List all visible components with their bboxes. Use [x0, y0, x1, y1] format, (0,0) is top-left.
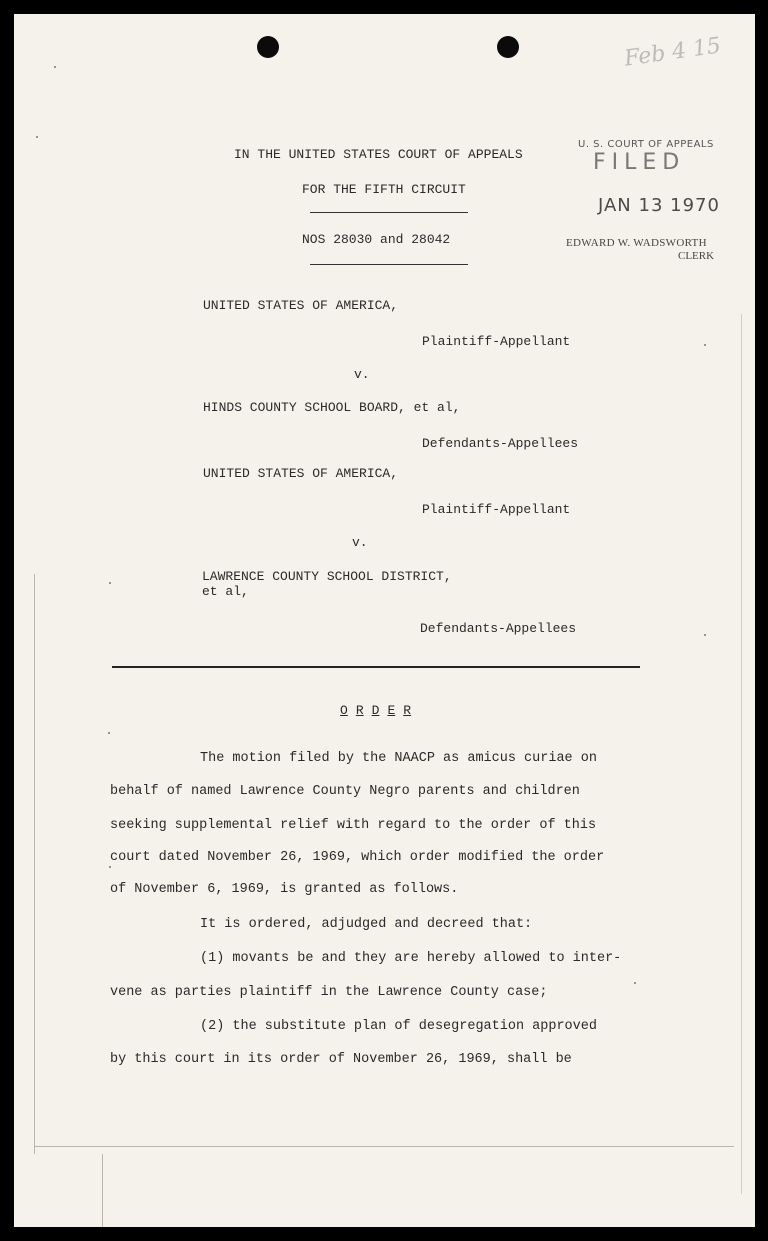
bottom-fold-line [34, 1146, 734, 1147]
stamp-date: JAN 13 1970 [598, 195, 720, 216]
speck [108, 732, 110, 734]
caption-party-2: HINDS COUNTY SCHOOL BOARD, et al, [203, 400, 461, 415]
court-heading: IN THE UNITED STATES COURT OF APPEALS [234, 147, 523, 162]
order-body-line: The motion filed by the NAACP as amicus curiae on [200, 751, 597, 766]
heading-rule-top [310, 212, 468, 213]
order-body-line: behalf of named Lawrence County Negro parents and children [110, 784, 580, 799]
speck [109, 582, 111, 584]
order-body-line: of November 6, 1969, is granted as follows. [110, 882, 459, 897]
heading-rule-bottom [310, 264, 468, 265]
caption-role-3: Plaintiff-Appellant [422, 502, 571, 517]
circuit-heading: FOR THE FIFTH CIRCUIT [302, 182, 466, 197]
order-title-letter: D [371, 703, 380, 718]
order-body-line: (2) the substitute plan of desegregation approved [200, 1019, 597, 1034]
caption-role-2: Defendants-Appellees [422, 436, 579, 451]
order-body-line: (1) movants be and they are hereby allowed to inter- [200, 951, 622, 966]
caption-versus-1: v. [354, 367, 370, 382]
right-margin-line [741, 314, 742, 1194]
order-body-line: seeking supplemental relief with regard to the order of this [110, 818, 597, 833]
stamp-clerk-name: EDWARD W. WADSWORTH [566, 237, 707, 249]
caption-separator [112, 666, 640, 668]
caption-party-4-line-1: LAWRENCE COUNTY SCHOOL DISTRICT, [202, 569, 452, 584]
caption-versus-2: v. [352, 535, 368, 550]
speck [36, 136, 38, 138]
caption-party-1: UNITED STATES OF AMERICA, [203, 298, 399, 313]
speck [634, 982, 636, 984]
lower-fold-line [102, 1154, 103, 1227]
document-page [14, 14, 755, 1227]
stamp-clerk-title: CLERK [678, 250, 715, 262]
speck [109, 866, 111, 868]
punch-hole-left [257, 36, 279, 58]
handwritten-note: Feb 4 15 [622, 33, 723, 72]
case-numbers: NOS 28030 and 28042 [302, 232, 451, 247]
stamp-court-line: U. S. COURT OF APPEALS [578, 139, 714, 150]
order-body-line: vene as parties plaintiff in the Lawrence County case; [110, 985, 548, 1000]
order-title-letter: O [340, 703, 348, 718]
left-edge-line [34, 574, 35, 1154]
order-title [340, 703, 419, 718]
caption-party-3: UNITED STATES OF AMERICA, [203, 466, 399, 481]
order-title-letter: E [387, 703, 396, 718]
caption-role-1: Plaintiff-Appellant [422, 334, 571, 349]
punch-hole-right [497, 36, 519, 58]
speck [704, 634, 706, 636]
order-body-line: It is ordered, adjudged and decreed that: [200, 917, 533, 932]
speck [704, 344, 706, 346]
order-title-letter: R [403, 703, 412, 718]
order-title-letter: R [355, 703, 364, 718]
caption-party-4-line-2: et al, [202, 584, 249, 599]
caption-role-4: Defendants-Appellees [420, 621, 577, 636]
stamp-filed: FILED [593, 150, 686, 175]
order-body-line: by this court in its order of November 26, 1969, shall be [110, 1052, 572, 1067]
speck [54, 66, 56, 68]
order-body-line: court dated November 26, 1969, which order modified the order [110, 850, 605, 865]
